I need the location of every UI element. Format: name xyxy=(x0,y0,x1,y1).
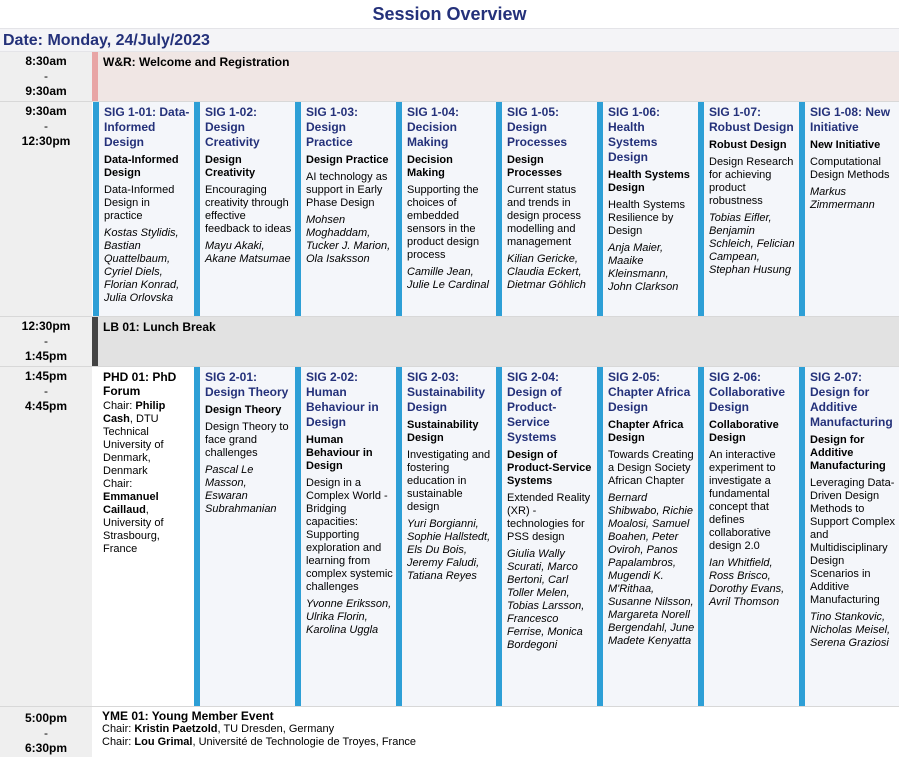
session-card[interactable] xyxy=(597,367,698,706)
session-subtitle: Design Processes xyxy=(507,154,563,179)
chair-name: Kristin Paetzold xyxy=(134,723,218,735)
slot-welcome xyxy=(0,52,899,102)
chair-line xyxy=(102,736,899,749)
chair-affiliation: , TU Dresden, Germany xyxy=(217,723,335,735)
session-description: Investigating and fostering education in sustainable design xyxy=(407,449,491,513)
session-code: SIG 1-08: New Initiative xyxy=(810,105,891,134)
session-description: Design in a Complex World - Bridging capacities: Supporting exploration and learning from complex systemic challenges xyxy=(306,477,393,593)
session-authors: Mayu Akaki, Akane Matsumae xyxy=(205,240,291,265)
session-subtitle: Collaborative Design xyxy=(709,419,779,444)
session-code: SIG 2-05: Chapter Africa Design xyxy=(608,370,691,414)
session-code: SIG 1-06: Health Systems Design xyxy=(608,105,661,164)
time-separator: - xyxy=(44,726,48,740)
start-time: 12:30pm xyxy=(21,319,71,333)
session-authors: Bernard Shibwabo, Richie Moalosi, Samuel Boahen, Peter Oviroh, Panos Papalambros, Mugendi K. M'Rithaa, Susanne Nilsson, Margareta Norell Bergendahl, June Madete Kenyatta xyxy=(608,492,695,647)
end-time: 12:30pm xyxy=(21,134,71,148)
session-card[interactable] xyxy=(799,102,899,316)
chair-name: Emmanuel Caillaud xyxy=(103,491,159,516)
chair-prefix: Chair: xyxy=(103,478,133,490)
time-column xyxy=(0,317,92,366)
time-column xyxy=(0,52,92,101)
session-description: Leveraging Data-Driven Design Methods to Support Complex and Multidisciplinary Design Scenarios in Additive Manufacturing xyxy=(810,477,895,606)
date-header: Date: Monday, 24/July/2023 xyxy=(0,28,899,52)
session-description: Computational Design Methods xyxy=(810,156,890,181)
session-description: Design Research for achieving product robustness xyxy=(709,156,794,207)
session-authors: Anja Maier, Maaike Kleinsmann, John Clarkson xyxy=(608,242,679,293)
session-description: Health Systems Resilience by Design xyxy=(608,199,686,237)
session-card[interactable] xyxy=(194,367,295,706)
time-separator: - xyxy=(44,334,48,348)
session-subtitle: Design of Product-Service Systems xyxy=(507,449,592,487)
session-authors: Markus Zimmermann xyxy=(810,186,875,211)
session-authors: Mohsen Moghaddam, Tucker J. Marion, Ola Isaksson xyxy=(306,214,391,265)
start-time: 5:00pm xyxy=(24,711,68,725)
session-authors: Tino Stankovic, Nicholas Meisel, Serena Graziosi xyxy=(810,611,891,649)
end-time: 1:45pm xyxy=(24,349,68,363)
session-subtitle: Human Behaviour in Design xyxy=(306,434,373,472)
chair-line xyxy=(102,723,899,736)
session-description: Towards Creating a Design Society African Chapter xyxy=(608,449,694,487)
start-time: 8:30am xyxy=(25,54,67,68)
chair-affiliation: , University of Strasbourg, France xyxy=(103,504,164,555)
time-separator: - xyxy=(44,384,48,398)
session-young-member-event[interactable] xyxy=(92,707,899,757)
session-code: SIG 1-05: Design Processes xyxy=(507,105,568,149)
chair-name: Lou Grimal xyxy=(134,736,193,748)
session-subtitle: Health Systems Design xyxy=(608,169,690,194)
session-authors: Pascal Le Masson, Eswaran Subrahmanian xyxy=(205,464,277,515)
chair-prefix: Chair: xyxy=(102,723,135,735)
end-time: 9:30am xyxy=(25,84,67,98)
session-card[interactable] xyxy=(698,367,799,706)
session-authors: Yvonne Eriksson, Ulrika Florin, Karolina Uggla xyxy=(306,598,392,636)
session-code: SIG 1-07: Robust Design xyxy=(709,105,794,134)
time-column xyxy=(0,707,92,757)
session-title: PHD 01: PhD Forum xyxy=(103,370,177,398)
chair-line xyxy=(103,400,190,478)
session-code: SIG 1-03: Design Practice xyxy=(306,105,359,149)
time-separator: - xyxy=(44,69,48,83)
session-lunch-break[interactable]: LB 01: Lunch Break xyxy=(92,317,899,366)
session-card[interactable] xyxy=(93,102,194,316)
session-card[interactable] xyxy=(295,102,396,316)
session-welcome-registration[interactable]: W&R: Welcome and Registration xyxy=(92,52,899,101)
chair-affiliation: , Université de Technologie de Troyes, France xyxy=(192,736,417,748)
session-authors: Giulia Wally Scurati, Marco Bertoni, Carl Toller Melen, Tobias Larsson, Francesco Ferrise, Monica Bordegoni xyxy=(507,548,585,651)
session-subtitle: Design for Additive Manufacturing xyxy=(810,434,886,472)
session-card[interactable] xyxy=(496,102,597,316)
slot-afternoon xyxy=(0,367,899,707)
time-column xyxy=(0,367,92,706)
session-description: Design Theory to face grand challenges xyxy=(205,421,289,459)
session-authors: Tobias Eifler, Benjamin Schleich, Felician Campean, Stephan Husung xyxy=(709,212,795,276)
session-card[interactable] xyxy=(597,102,698,316)
slot-evening xyxy=(0,707,899,757)
session-code: SIG 1-02: Design Creativity xyxy=(205,105,260,149)
session-card[interactable] xyxy=(698,102,799,316)
session-authors: Kilian Gericke, Claudia Eckert, Dietmar Göhlich xyxy=(507,253,586,291)
session-subtitle: Robust Design xyxy=(709,139,787,151)
session-code: SIG 2-02: Human Behaviour in Design xyxy=(306,370,379,429)
session-card[interactable] xyxy=(396,367,496,706)
session-card[interactable] xyxy=(799,367,899,706)
session-phd-forum[interactable] xyxy=(92,367,193,706)
page-title: Session Overview xyxy=(372,4,527,24)
slot-morning xyxy=(0,102,899,317)
session-card[interactable] xyxy=(496,367,597,706)
end-time: 4:45pm xyxy=(24,399,68,413)
session-code: SIG 2-01: Design Theory xyxy=(205,370,289,399)
session-title: YME 01: Young Member Event xyxy=(102,709,274,723)
session-code: SIG 2-03: Sustainability Design xyxy=(407,370,486,414)
session-authors: Kostas Stylidis, Bastian Quattelbaum, Cyriel Diels, Florian Konrad, Julia Orlovska xyxy=(104,227,180,304)
time-column xyxy=(0,102,92,316)
session-description: Data-Informed Design in practice xyxy=(104,184,175,222)
session-description: Extended Reality (XR) - technologies for PSS design xyxy=(507,492,591,543)
session-subtitle: Decision Making xyxy=(407,154,453,179)
chair-prefix: Chair: xyxy=(103,400,136,412)
session-subtitle: Design Theory xyxy=(205,404,282,416)
session-authors: Camille Jean, Julie Le Cardinal xyxy=(407,266,489,291)
session-code: SIG 2-04: Design of Product-Service Systems xyxy=(507,370,562,444)
session-card[interactable] xyxy=(396,102,496,316)
session-subtitle: Design Practice xyxy=(306,154,389,166)
time-separator: - xyxy=(44,119,48,133)
session-authors: Ian Whitfield, Ross Brisco, Dorothy Evans, Avril Thomson xyxy=(709,557,785,608)
slot-lunch xyxy=(0,317,899,367)
chair-name: Philip Cash xyxy=(103,400,166,425)
session-description: An interactive experiment to investigate a fundamental concept that defines collaborative design 2.0 xyxy=(709,449,776,552)
session-description: AI technology as support in Early Phase Design xyxy=(306,171,388,209)
session-card[interactable] xyxy=(194,102,295,316)
start-time: 1:45pm xyxy=(24,369,68,383)
session-subtitle: New Initiative xyxy=(810,139,881,151)
session-code: SIG 1-04: Decision Making xyxy=(407,105,460,149)
chair-prefix: Chair: xyxy=(102,736,135,748)
session-subtitle: Sustainability Design xyxy=(407,419,479,444)
session-card[interactable] xyxy=(295,367,396,706)
chair-line xyxy=(103,478,190,556)
session-description: Current status and trends in design process modelling and management xyxy=(507,184,581,248)
session-subtitle: Design Creativity xyxy=(205,154,256,179)
start-time: 9:30am xyxy=(25,104,67,118)
chair-affiliation: , DTU Technical University of Denmark, Denmark xyxy=(103,413,164,477)
session-description: Supporting the choices of embedded sensors in the product design process xyxy=(407,184,480,261)
session-code: SIG 2-07: Design for Additive Manufacturing xyxy=(810,370,893,429)
session-code: SIG 2-06: Collaborative Design xyxy=(709,370,786,414)
end-time: 6:30pm xyxy=(24,741,68,755)
session-subtitle: Data-Informed Design xyxy=(104,154,179,179)
session-description: Encouraging creativity through effective feedback to ideas xyxy=(205,184,292,235)
session-authors: Yuri Borgianni, Sophie Hallstedt, Els Du Bois, Jeremy Faludi, Tatiana Reyes xyxy=(407,518,491,582)
session-code: SIG 1-01: Data-Informed Design xyxy=(104,105,190,149)
session-subtitle: Chapter Africa Design xyxy=(608,419,684,444)
